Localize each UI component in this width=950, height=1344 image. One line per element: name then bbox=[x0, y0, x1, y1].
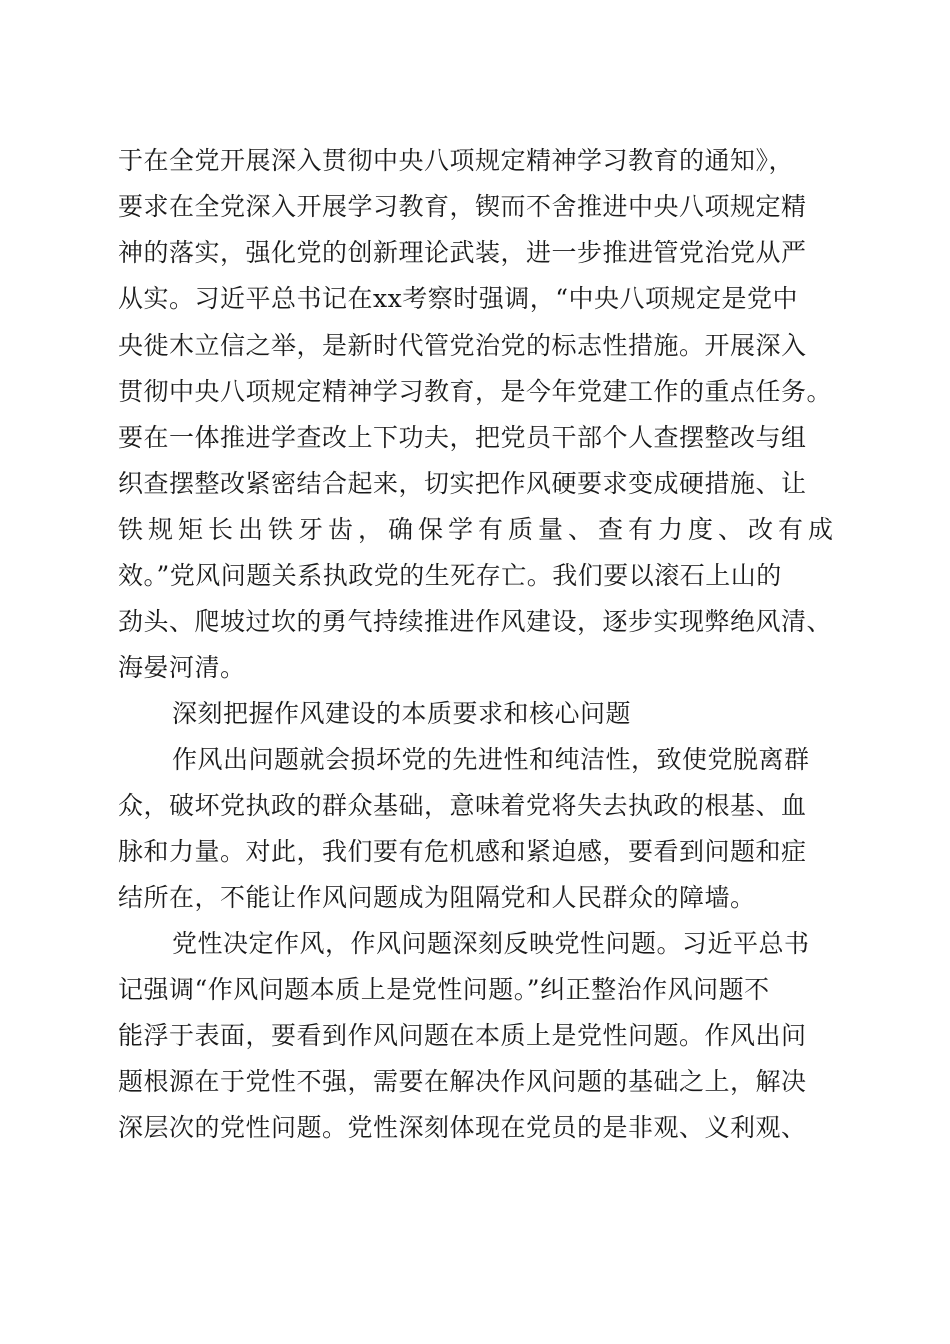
text-line: 于在全党开展深入贯彻中央八项规定精神学习教育的通知》， bbox=[118, 146, 795, 175]
text-line: 记强调“作风问题本质上是党性问题。”纠正整治作风问题不 bbox=[118, 975, 770, 1004]
text-line: 脉和力量。对此，我们要有危机感和紧迫感，要看到问题和症 bbox=[118, 837, 807, 866]
section-heading: 深刻把握作风建设的本质要求和核心问题 bbox=[172, 699, 632, 728]
text-line: 能浮于表面，要看到作风问题在本质上是党性问题。作风出问 bbox=[118, 1021, 807, 1050]
text-line: 贯彻中央八项规定精神学习教育，是今年党建工作的重点任务。 bbox=[118, 377, 833, 406]
text-line: 众，破坏党执政的群众基础，意味着党将失去执政的根基、血 bbox=[118, 791, 807, 820]
text-line: 劲头、爬坡过坎的勇气持续推进作风建设，逐步实现弊绝风清、 bbox=[118, 607, 833, 636]
text-line: 铁规矩长出铁牙齿，确保学有质量、查有力度、改有成 bbox=[118, 515, 839, 544]
text-line: 作风出问题就会损坏党的先进性和纯洁性，致使党脱离群 bbox=[172, 745, 810, 774]
text-line: 党性决定作风，作风问题深刻反映党性问题。习近平总书 bbox=[172, 929, 810, 958]
text-line: 题根源在于党性不强，需要在解决作风问题的基础之上，解决 bbox=[118, 1067, 807, 1096]
text-line: 效。”党风问题关系执政党的生死存亡。我们要以滚石上山的 bbox=[118, 561, 782, 590]
text-line: 神的落实，强化党的创新理论武装，进一步推进管党治党从严 bbox=[118, 238, 807, 267]
text-line: 结所在，不能让作风问题成为阻隔党和人民群众的障墙。 bbox=[118, 883, 756, 912]
text-line: 深层次的党性问题。党性深刻体现在党员的是非观、义利观、 bbox=[118, 1113, 807, 1142]
text-line: 海晏河清。 bbox=[118, 653, 246, 682]
text-line: 织查摆整改紧密结合起来，切实把作风硬要求变成硬措施、让 bbox=[118, 469, 807, 498]
text-line: 要求在全党深入开展学习教育，锲而不舍推进中央八项规定精 bbox=[118, 192, 807, 221]
text-line: 从实。习近平总书记在xx考察时强调，“中央八项规定是党中 bbox=[118, 284, 798, 313]
text-line: 央徙木立信之举，是新时代管党治党的标志性措施。开展深入 bbox=[118, 331, 807, 360]
text-line: 要在一体推进学查改上下功夫，把党员干部个人查摆整改与组 bbox=[118, 423, 807, 452]
